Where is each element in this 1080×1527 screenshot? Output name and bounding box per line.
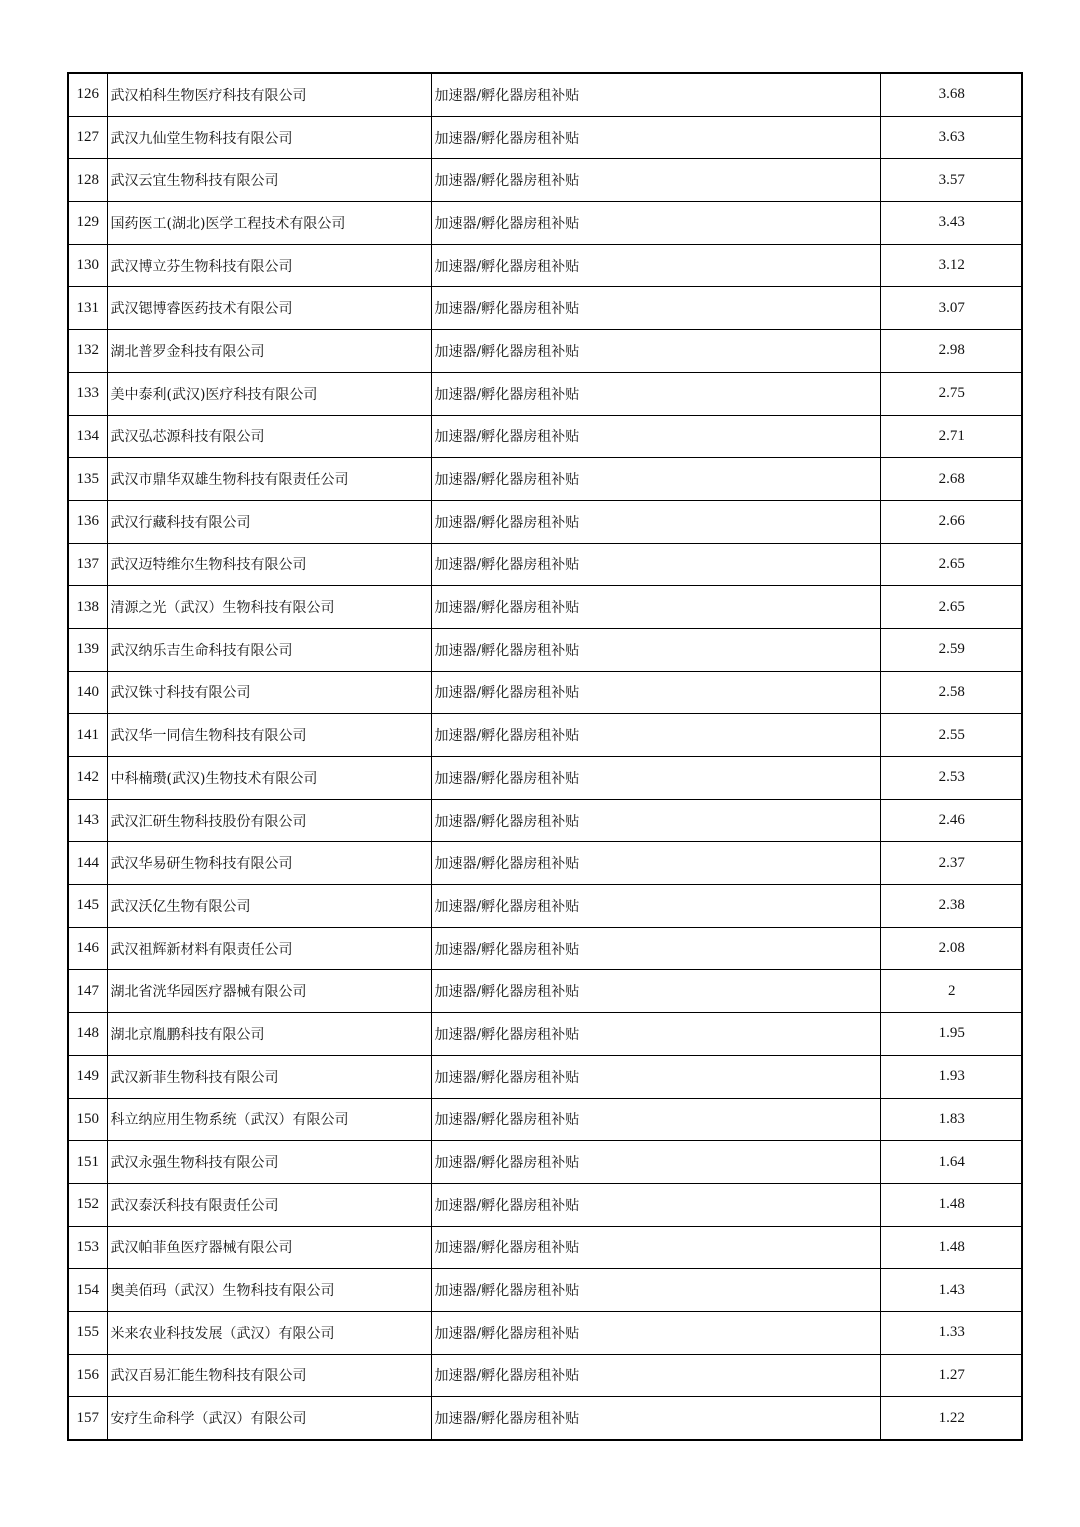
subsidy-category-cell: 加速器/孵化器房租补贴 [431, 628, 880, 671]
subsidy-category-cell: 加速器/孵化器房租补贴 [431, 1397, 880, 1439]
subsidy-amount-cell: 1.27 [880, 1354, 1023, 1397]
row-number-cell: 128 [69, 159, 107, 202]
table-row [69, 330, 1023, 373]
row-number-cell: 141 [69, 714, 107, 757]
row-number-cell: 126 [69, 74, 107, 116]
table-row [69, 74, 1023, 116]
row-number-cell: 135 [69, 458, 107, 501]
subsidy-amount-cell: 2.71 [880, 415, 1023, 458]
subsidy-amount-cell: 2.65 [880, 543, 1023, 586]
row-number-cell: 155 [69, 1311, 107, 1354]
subsidy-category-cell: 加速器/孵化器房租补贴 [431, 159, 880, 202]
subsidy-amount-cell: 2.59 [880, 628, 1023, 671]
subsidy-amount-cell: 1.83 [880, 1098, 1023, 1141]
company-name-cell: 武汉华一同信生物科技有限公司 [107, 714, 431, 757]
table-row [69, 927, 1023, 970]
subsidy-amount-cell: 1.48 [880, 1183, 1023, 1226]
company-name-cell: 奥美佰玛（武汉）生物科技有限公司 [107, 1269, 431, 1312]
subsidy-category-cell: 加速器/孵化器房租补贴 [431, 970, 880, 1013]
subsidy-category-cell: 加速器/孵化器房租补贴 [431, 287, 880, 330]
company-name-cell: 武汉柏科生物医疗科技有限公司 [107, 74, 431, 116]
subsidy-category-cell: 加速器/孵化器房租补贴 [431, 1269, 880, 1312]
table-row [69, 372, 1023, 415]
table-row [69, 543, 1023, 586]
subsidy-amount-cell: 3.57 [880, 159, 1023, 202]
subsidy-amount-cell: 1.22 [880, 1397, 1023, 1439]
row-number-cell: 143 [69, 799, 107, 842]
subsidy-amount-cell: 1.43 [880, 1269, 1023, 1312]
row-number-cell: 138 [69, 586, 107, 629]
subsidy-amount-cell: 2.46 [880, 799, 1023, 842]
table-body [69, 74, 1023, 1439]
row-number-cell: 148 [69, 1013, 107, 1056]
row-number-cell: 151 [69, 1141, 107, 1184]
subsidy-amount-cell: 3.68 [880, 74, 1023, 116]
row-number-cell: 130 [69, 244, 107, 287]
subsidy-amount-cell: 3.12 [880, 244, 1023, 287]
table-row [69, 500, 1023, 543]
subsidy-category-cell: 加速器/孵化器房租补贴 [431, 927, 880, 970]
table-row [69, 1098, 1023, 1141]
table-row [69, 1397, 1023, 1439]
row-number-cell: 129 [69, 202, 107, 245]
row-number-cell: 137 [69, 543, 107, 586]
company-name-cell: 武汉迈特维尔生物科技有限公司 [107, 543, 431, 586]
subsidy-category-cell: 加速器/孵化器房租补贴 [431, 500, 880, 543]
row-number-cell: 132 [69, 330, 107, 373]
subsidy-category-cell: 加速器/孵化器房租补贴 [431, 1098, 880, 1141]
row-number-cell: 157 [69, 1397, 107, 1439]
table-row [69, 757, 1023, 800]
subsidy-category-cell: 加速器/孵化器房租补贴 [431, 1354, 880, 1397]
company-name-cell: 武汉弘芯源科技有限公司 [107, 415, 431, 458]
table-row [69, 1013, 1023, 1056]
company-name-cell: 湖北省洸华园医疗器械有限公司 [107, 970, 431, 1013]
company-name-cell: 武汉华易研生物科技有限公司 [107, 842, 431, 885]
row-number-cell: 146 [69, 927, 107, 970]
subsidy-category-cell: 加速器/孵化器房租补贴 [431, 842, 880, 885]
table-row [69, 1183, 1023, 1226]
company-name-cell: 武汉行藏科技有限公司 [107, 500, 431, 543]
subsidy-amount-cell: 2.55 [880, 714, 1023, 757]
subsidy-amount-cell: 2.08 [880, 927, 1023, 970]
subsidy-amount-cell: 1.64 [880, 1141, 1023, 1184]
row-number-cell: 131 [69, 287, 107, 330]
subsidy-amount-cell: 2.98 [880, 330, 1023, 373]
company-name-cell: 米来农业科技发展（武汉）有限公司 [107, 1311, 431, 1354]
row-number-cell: 134 [69, 415, 107, 458]
subsidy-category-cell: 加速器/孵化器房租补贴 [431, 757, 880, 800]
company-name-cell: 安疗生命科学（武汉）有限公司 [107, 1397, 431, 1439]
subsidy-amount-cell: 1.48 [880, 1226, 1023, 1269]
table-row [69, 287, 1023, 330]
table-row [69, 159, 1023, 202]
table-row [69, 1226, 1023, 1269]
subsidy-category-cell: 加速器/孵化器房租补贴 [431, 1311, 880, 1354]
subsidy-category-cell: 加速器/孵化器房租补贴 [431, 671, 880, 714]
subsidy-amount-cell: 2.66 [880, 500, 1023, 543]
row-number-cell: 149 [69, 1055, 107, 1098]
subsidy-category-cell: 加速器/孵化器房租补贴 [431, 1013, 880, 1056]
company-name-cell: 武汉新菲生物科技有限公司 [107, 1055, 431, 1098]
company-name-cell: 武汉汇研生物科技股份有限公司 [107, 799, 431, 842]
table-row [69, 628, 1023, 671]
company-name-cell: 武汉纳乐吉生命科技有限公司 [107, 628, 431, 671]
company-name-cell: 武汉九仙堂生物科技有限公司 [107, 116, 431, 159]
company-name-cell: 武汉永强生物科技有限公司 [107, 1141, 431, 1184]
row-number-cell: 140 [69, 671, 107, 714]
row-number-cell: 147 [69, 970, 107, 1013]
subsidy-category-cell: 加速器/孵化器房租补贴 [431, 202, 880, 245]
subsidy-amount-cell: 2.53 [880, 757, 1023, 800]
table-row [69, 885, 1023, 928]
company-name-cell: 武汉锶博睿医药技术有限公司 [107, 287, 431, 330]
table-row [69, 1311, 1023, 1354]
table-row [69, 1354, 1023, 1397]
table-row [69, 244, 1023, 287]
subsidy-amount-cell: 2.37 [880, 842, 1023, 885]
subsidy-amount-cell: 2.38 [880, 885, 1023, 928]
company-name-cell: 科立纳应用生物系统（武汉）有限公司 [107, 1098, 431, 1141]
row-number-cell: 142 [69, 757, 107, 800]
subsidy-category-cell: 加速器/孵化器房租补贴 [431, 885, 880, 928]
subsidy-category-cell: 加速器/孵化器房租补贴 [431, 330, 880, 373]
subsidy-amount-cell: 1.93 [880, 1055, 1023, 1098]
table-row [69, 116, 1023, 159]
subsidy-amount-cell: 3.07 [880, 287, 1023, 330]
subsidy-category-cell: 加速器/孵化器房租补贴 [431, 415, 880, 458]
company-name-cell: 湖北京胤鹏科技有限公司 [107, 1013, 431, 1056]
company-name-cell: 美中泰利(武汉)医疗科技有限公司 [107, 372, 431, 415]
table-row [69, 970, 1023, 1013]
subsidy-category-cell: 加速器/孵化器房租补贴 [431, 372, 880, 415]
subsidy-category-cell: 加速器/孵化器房租补贴 [431, 799, 880, 842]
subsidy-table-container [67, 72, 1023, 1441]
subsidy-category-cell: 加速器/孵化器房租补贴 [431, 116, 880, 159]
company-name-cell: 湖北普罗金科技有限公司 [107, 330, 431, 373]
company-name-cell: 武汉百易汇能生物科技有限公司 [107, 1354, 431, 1397]
company-name-cell: 武汉祖辉新材料有限责任公司 [107, 927, 431, 970]
table-row [69, 458, 1023, 501]
table-row [69, 842, 1023, 885]
company-name-cell: 武汉市鼎华双雄生物科技有限责任公司 [107, 458, 431, 501]
company-name-cell: 武汉沃亿生物有限公司 [107, 885, 431, 928]
subsidy-category-cell: 加速器/孵化器房租补贴 [431, 458, 880, 501]
subsidy-amount-cell: 3.63 [880, 116, 1023, 159]
table-row [69, 202, 1023, 245]
table-row [69, 1269, 1023, 1312]
subsidy-category-cell: 加速器/孵化器房租补贴 [431, 1055, 880, 1098]
subsidy-category-cell: 加速器/孵化器房租补贴 [431, 543, 880, 586]
subsidy-amount-cell: 1.33 [880, 1311, 1023, 1354]
subsidy-amount-cell: 2.65 [880, 586, 1023, 629]
company-name-cell: 武汉帕菲鱼医疗器械有限公司 [107, 1226, 431, 1269]
table-row [69, 1055, 1023, 1098]
subsidy-table [69, 74, 1023, 1439]
subsidy-category-cell: 加速器/孵化器房租补贴 [431, 244, 880, 287]
company-name-cell: 国药医工(湖北)医学工程技术有限公司 [107, 202, 431, 245]
subsidy-category-cell: 加速器/孵化器房租补贴 [431, 1226, 880, 1269]
row-number-cell: 139 [69, 628, 107, 671]
subsidy-amount-cell: 1.95 [880, 1013, 1023, 1056]
row-number-cell: 136 [69, 500, 107, 543]
subsidy-category-cell: 加速器/孵化器房租补贴 [431, 714, 880, 757]
company-name-cell: 武汉云宜生物科技有限公司 [107, 159, 431, 202]
table-row [69, 586, 1023, 629]
table-row [69, 415, 1023, 458]
row-number-cell: 145 [69, 885, 107, 928]
row-number-cell: 150 [69, 1098, 107, 1141]
table-row [69, 1141, 1023, 1184]
table-row [69, 671, 1023, 714]
subsidy-amount-cell: 3.43 [880, 202, 1023, 245]
company-name-cell: 中科楠瓒(武汉)生物技术有限公司 [107, 757, 431, 800]
subsidy-category-cell: 加速器/孵化器房租补贴 [431, 74, 880, 116]
company-name-cell: 武汉铢寸科技有限公司 [107, 671, 431, 714]
table-row [69, 714, 1023, 757]
table-row [69, 799, 1023, 842]
subsidy-amount-cell: 2.58 [880, 671, 1023, 714]
row-number-cell: 153 [69, 1226, 107, 1269]
company-name-cell: 武汉泰沃科技有限责任公司 [107, 1183, 431, 1226]
row-number-cell: 156 [69, 1354, 107, 1397]
subsidy-amount-cell: 2.75 [880, 372, 1023, 415]
subsidy-amount-cell: 2.68 [880, 458, 1023, 501]
row-number-cell: 127 [69, 116, 107, 159]
row-number-cell: 152 [69, 1183, 107, 1226]
company-name-cell: 清源之光（武汉）生物科技有限公司 [107, 586, 431, 629]
subsidy-category-cell: 加速器/孵化器房租补贴 [431, 1183, 880, 1226]
company-name-cell: 武汉博立芬生物科技有限公司 [107, 244, 431, 287]
row-number-cell: 144 [69, 842, 107, 885]
subsidy-category-cell: 加速器/孵化器房租补贴 [431, 586, 880, 629]
subsidy-amount-cell: 2 [880, 970, 1023, 1013]
row-number-cell: 154 [69, 1269, 107, 1312]
subsidy-category-cell: 加速器/孵化器房租补贴 [431, 1141, 880, 1184]
row-number-cell: 133 [69, 372, 107, 415]
